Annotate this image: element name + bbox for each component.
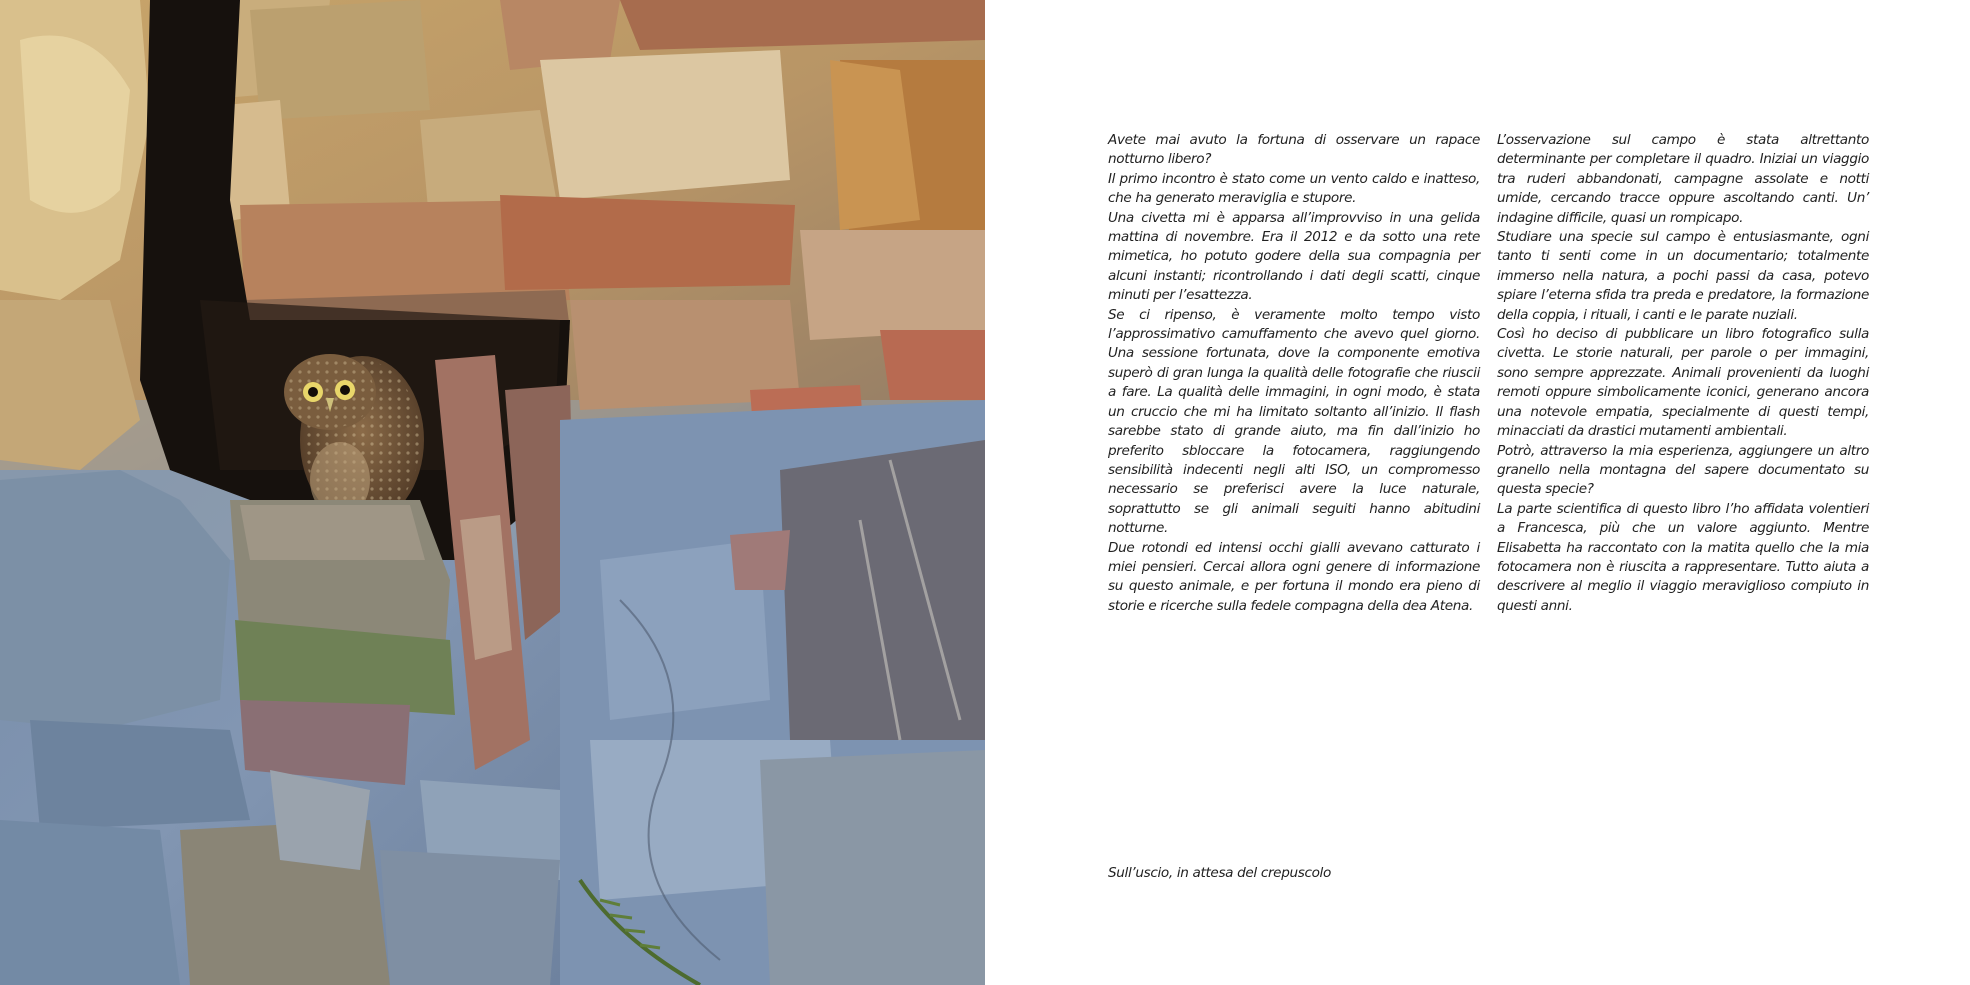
paragraph: Due rotondi ed intensi occhi gialli avevano catturato i miei pensieri. Cercai allora ogni genere di informazione su questo animale, e per fortuna il mondo era pieno di storie e ricerche sulla fedele compagna della dea Atena. [1108, 539, 1480, 614]
paragraph: L’osservazione sul campo è stata altrettanto determinante per completare il quadro. Iniziai un viaggio tra ruderi abbandonati, campagne assolate e notti umide, cercando tracce oppure ascoltando canti. Un’ indagine difficile, quasi un rompicapo. [1497, 132, 1869, 226]
paragraph: Se ci ripenso, è veramente molto tempo visto l’approssimativo camuffamento che avevo quel giorno. Una sessione fortunata, dove la componente emotiva superò di gran lunga la qualità delle fotografie che riuscii a fare. La qualità delle immagini, in ogni modo, è stata un cruccio che mi ha limitato soltanto all’inizio. Il flash sarebbe stato di grande aiuto, ma fin dall’inizio ho preferito sbloccare la fotocamera, raggiungendo sensibilità indecenti negli alti ISO, un compromesso necessario se preferisci avere la luce naturale, soprattutto se gli animali seguiti hanno abitudini notturne. [1108, 306, 1480, 537]
paragraph: Studiare una specie sul campo è entusiasmante, ogni tanto ti senti come in un documentario; totalmente immerso nella natura, a pochi passi da casa, potevo spiare l’eterna sfida tra preda e predatore, la formazione della coppia, i rituali, i canti e le parate nuziali. [1497, 229, 1869, 323]
paragraph: Una civetta mi è apparsa all’improvviso in una gelida mattina di novembre. Era il 2012 e da sotto una rete mimetica, ho potuto godere della sua compagnia per alcuni instanti; ricontrollando i dati degli scatti, cinque minuti per l’esattezza. [1108, 209, 1480, 304]
paragraph: Il primo incontro è stato come un vento caldo e inatteso, che ha generato meraviglia e stupore. [1108, 170, 1480, 207]
paragraph: Così ho deciso di pubblicare un libro fotografico sulla civetta. Le storie naturali, per parole o per immagini, sono sempre apprezzate. Animali provenienti da luoghi remoti oppure simbolicamente iconici, generano ancora una notevole empatia, specialmente di questi tempi, minacciati da drastici mutamenti ambientali. [1497, 326, 1869, 440]
paragraph: Potrò, attraverso la mia esperienza, aggiungere un altro granello nella montagna del sapere documentato su questa specie? [1497, 442, 1869, 498]
paragraph: La parte scientifica di questo libro l’ho affidata volentieri a Francesca, più che un valore aggiunto. Mentre Elisabetta ha raccontato con la matita quello che la mia fotocamera non è riuscita a rappresentare. Tutto aiuta a descrivere al meglio il viaggio meraviglioso compiuto in questi anni. [1497, 500, 1869, 614]
paragraph: Avete mai avuto la fortuna di osservare un rapace notturno libero? [1108, 132, 1480, 168]
text-column-right [1497, 131, 1869, 616]
photo-caption: Sull’uscio, in attesa del crepuscolo [1108, 865, 1331, 881]
text-column-left [1108, 131, 1480, 616]
